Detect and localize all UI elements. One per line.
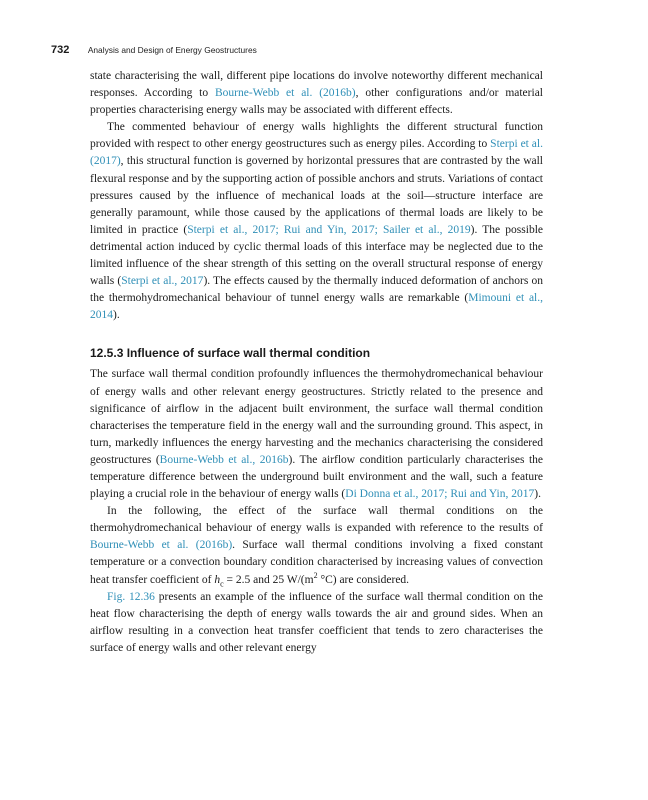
paragraph-3: The surface wall thermal condition profoundly influences the thermohydromechanical behaviour of energy walls and other relevant energy geostructures. Strictly related to the presence and significance of airflow in the adjacent built environment, the surface wall thermal condition characterises the temperature field in the energy wall and the surrounding ground. This aspect, in turn, markedly influences the energy harvesting and the mechanics characterising the considered geostructures (Bourne-Webb et al., 2016b). The airflow condition particularly characterises the temperature difference between the underground built environment and the wall, such a feature playing a crucial role in the behaviour of energy walls (Di Donna et al., 2017; Rui and Yin, 2017). [90,368,543,501]
page-body [90,68,543,657]
superscript-2: 2 [313,570,318,580]
paragraph-4: In the following, the effect of the surface wall thermal conditions on the thermohydromechanical behaviour of energy walls is expanded with reference to the results of Bourne-Webb et al. (2016b). Surface wall thermal conditions involving a fixed constant temperature or a convection boundary condition characterised by increasing values of convection heat transfer coefficient of $h_c = 2.5$ and 25 $W/(m^2$ °C) are considered. [90,505,543,588]
citation-link[interactable]: Bourne-Webb et al. (2016b) [90,539,233,552]
paragraph-1: state characterising the wall, different pipe locations do involve noteworthy different mechanical responses. According to Bourne-Webb et al. (2016b), other configurations and/or material properties characterising energy walls may be associated with different effects. [90,70,543,117]
citation-link[interactable]: Sterpi et al., 2017; Rui and Yin, 2017; Sailer et al., 2019 [187,223,471,236]
symbol-h: h [214,573,221,586]
paragraph-2: The commented behaviour of energy walls highlights the different structural function provided with respect to other energy geostructures such as energy piles. According to Sterpi et al. (2017), this structural function is governed by horizontal pressures that are contrasted by the wall flexural response and by the supporting action of possible anchors and struts. Variations of contact pressures caused by the influence of mechanical loads at the soil—structure interface are generally paramount, while those caused by the applications of thermal loads are likely to be limited in practice (Sterpi et al., 2017; Rui and Yin, 2017; Sailer et al., 2019). The possible detrimental action induced by cyclic thermal loads of this interface may be neglected due to the limited influence of the shear strength of this setting on the overall structural response of energy walls (Sterpi et al., 2017). The effects caused by the thermally induced deformation of anchors on the thermohydromechanical behaviour of tunnel energy walls are remarkable (Mimouni et al., 2014). [90,121,543,322]
section-heading: 12.5.3 Influence of surface wall thermal condition [90,346,371,361]
subscript-c: c [220,578,224,588]
running-title: Analysis and Design of Energy Geostructures [87,45,257,55]
citation-link[interactable]: Bourne-Webb et al., 2016b [159,453,289,466]
citation-link[interactable]: Sterpi et al., 2017 [121,275,204,288]
paragraph-5: Fig. 12.36 presents an example of the influence of the surface wall thermal condition on the heat flow characterising the depth of energy walls towards the air and ground sides. When an airflow resulting in a convection heat transfer coefficient that tends to zero characterises the surface of energy walls and other relevant energy [90,590,544,654]
citation-link[interactable]: Di Donna et al., 2017; Rui and Yin, 2017 [345,488,535,501]
citation-link[interactable]: Sterpi et al. (2017) [90,138,543,168]
citation-link[interactable]: Mimouni et al., 2014 [90,292,543,322]
figure-link[interactable]: Fig. 12.36 [107,590,155,603]
page-number: 732 [51,44,70,56]
page-header [51,40,618,58]
citation-link[interactable]: Bourne-Webb et al. (2016b) [214,87,356,100]
